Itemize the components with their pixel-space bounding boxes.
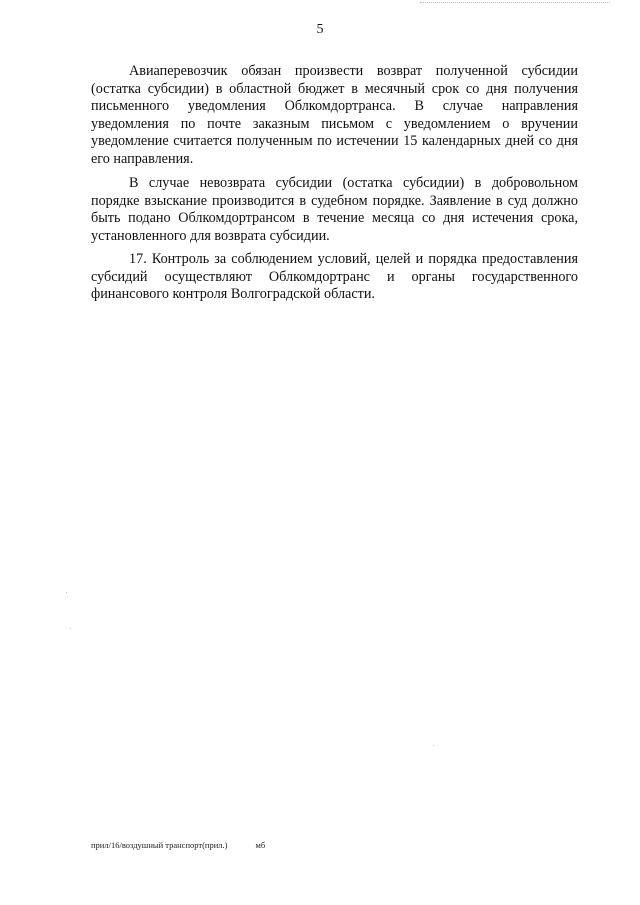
scan-edge-line — [420, 2, 610, 3]
document-body — [91, 63, 578, 311]
footer-file-path: прил/16/воздушный транспорт(прил.) — [91, 840, 228, 850]
scan-speck — [70, 628, 71, 629]
page-number: 5 — [316, 22, 324, 37]
footer-code: мб — [255, 840, 266, 850]
scan-speck — [433, 745, 434, 746]
paragraph-refund-obligation: Авиаперевозчик обязан произвести возврат полученной субсидии (остатка субсидии) в областной бюджет в месячный срок со дня получения письменного уведомления Облкомдортранса. В случае направления уведомления по почте заказным письмом с уведомлением о вручении уведомление считается полученным по истечении 15 календарных дней со дня его направления. — [91, 63, 578, 167]
paragraph-item-17-control: 17. Контроль за соблюдением условий, целей и порядка предоставления субсидий осуществляют Облкомдортранс и органы государственного финансового контроля Волгоградской области. — [91, 251, 578, 302]
footer — [91, 840, 265, 850]
scan-speck — [66, 592, 67, 593]
paragraph-court-recovery: В случае невозврата субсидии (остатка субсидии) в добровольном порядке взыскание производится в судебном порядке. Заявление в суд должно быть подано Облкомдортрансом в течение месяца со дня истечения срока, установленного для возврата субсидии. — [91, 175, 578, 244]
